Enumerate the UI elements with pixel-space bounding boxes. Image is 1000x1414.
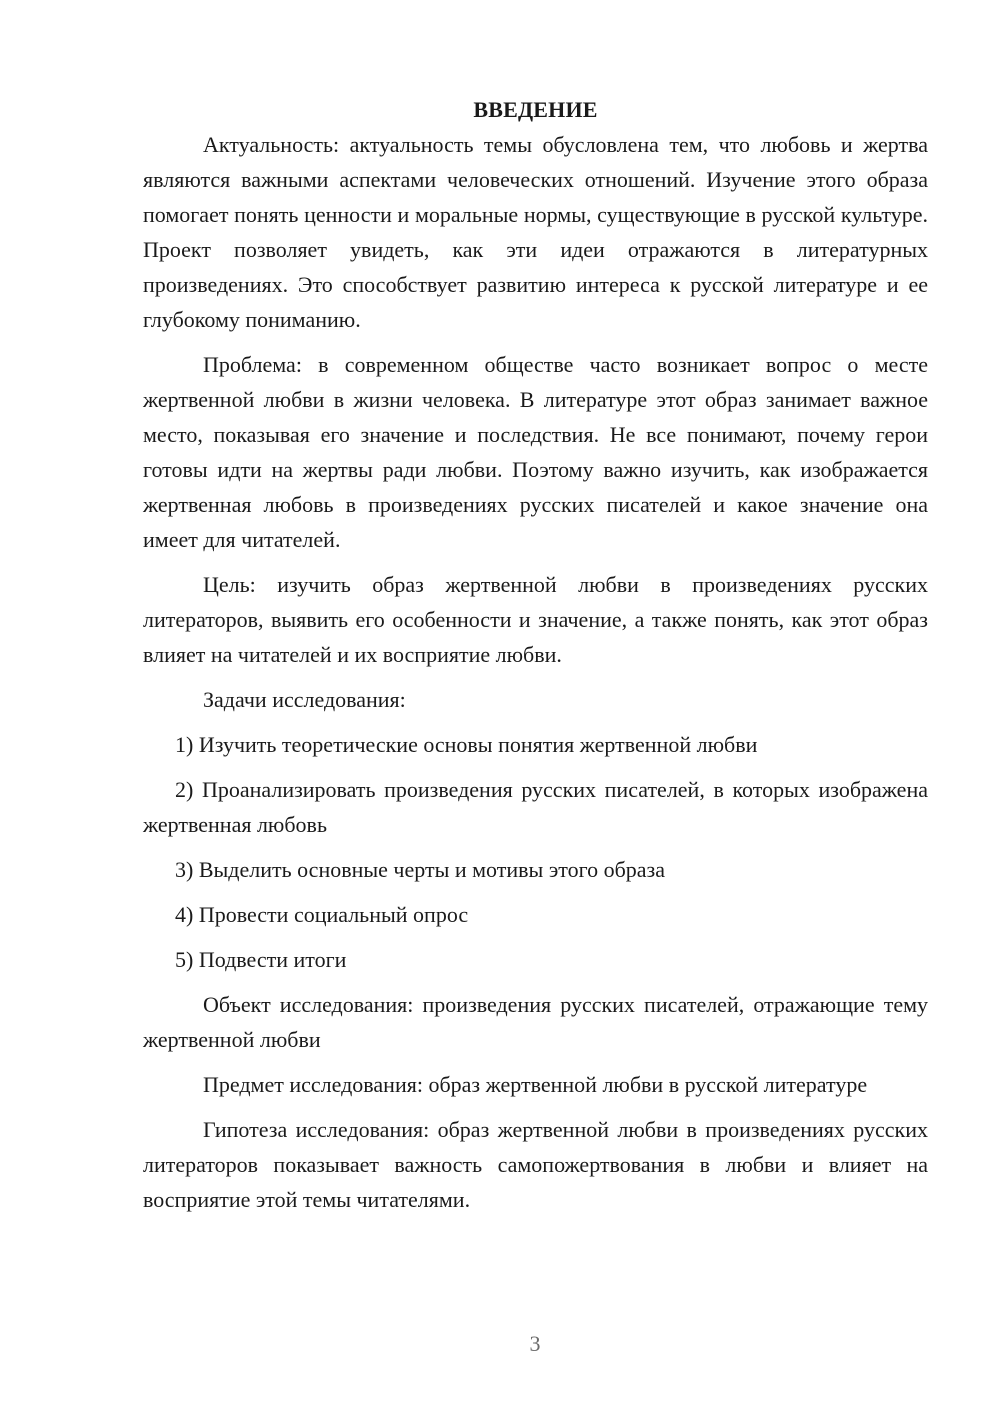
document-page (143, 92, 928, 1227)
goal-paragraph: Цель: изучить образ жертвенной любви в произведениях русских литераторов, выявить его особенности и значение, а также понять, как этот образ влияет на читателей и их восприятие любви. (143, 572, 928, 667)
object-paragraph: Объект исследования: произведения русских писателей, отражающие тему жертвенной любви (143, 992, 928, 1052)
task-item: 5) Подвести итоги (175, 947, 347, 972)
task-item: 3) Выделить основные черты и мотивы этого образа (175, 857, 665, 882)
task-item: 2) Проанализировать произведения русских писателей, в которых изображена жертвенная любовь (143, 777, 928, 837)
relevance-paragraph: Актуальность: актуальность темы обусловлена тем, что любовь и жертва являются важными аспектами человеческих отношений. Изучение этого образа помогает понять ценности и моральные нормы, существующие в русской культуре. Проект позволяет увидеть, как эти идеи отражаются в литературных произведениях. Это способствует развитию интереса к русской литературе и ее глубокому пониманию. (143, 132, 928, 332)
tasks-heading: Задачи исследования: (203, 687, 406, 712)
task-item: 4) Провести социальный опрос (175, 902, 469, 927)
page-number: 3 (529, 1331, 541, 1356)
subject-paragraph: Предмет исследования: образ жертвенной любви в русской литературе (203, 1072, 868, 1097)
section-title: ВВЕДЕНИЕ (473, 97, 598, 122)
hypothesis-paragraph: Гипотеза исследования: образ жертвенной любви в произведениях русских литераторов показывает важность самопожертвования в любви и влияет на восприятие этой темы читателями. (143, 1117, 928, 1212)
task-item: 1) Изучить теоретические основы понятия жертвенной любви (175, 732, 758, 757)
problem-paragraph: Проблема: в современном обществе часто возникает вопрос о месте жертвенной любви в жизни человека. В литературе этот образ занимает важное место, показывая его значение и последствия. Не все понимают, почему герои готовы идти на жертвы ради любви. Поэтому важно изучить, как изображается жертвенная любовь в произведениях русских писателей и какое значение она имеет для читателей. (143, 352, 928, 552)
